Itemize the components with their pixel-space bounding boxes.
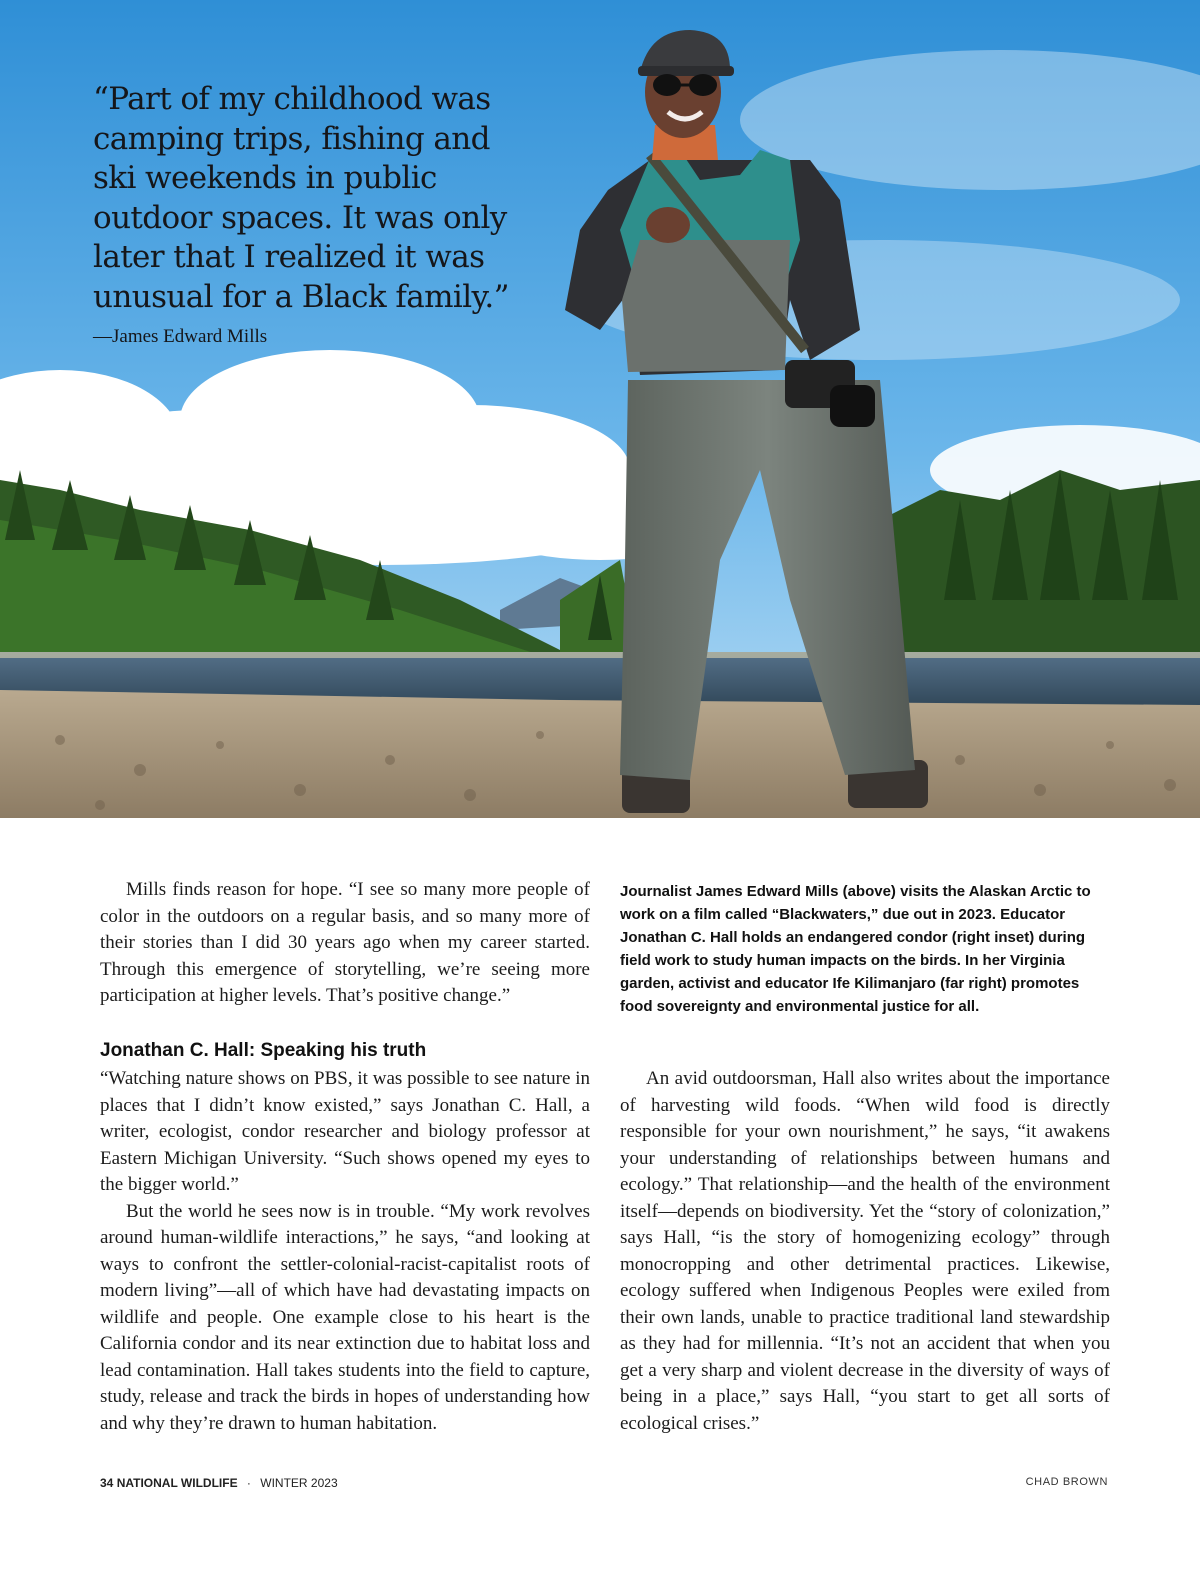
body-column-left [100, 1040, 590, 1437]
body-paragraph: “Watching nature shows on PBS, it was possible to see nature in places that I didn’t know existed,” says Jonathan C. Hall, a writer, ecologist, condor researcher and biology professor at Eastern Michigan University. “Such shows opened my eyes to the bigger world.” [100, 1068, 590, 1195]
magazine-name: NATIONAL WILDLIFE [116, 1476, 238, 1490]
body-column-right [620, 1066, 1110, 1437]
body-paragraph: Mills finds reason for hope. “I see so many more people of color in the outdoors on a regular basis, and so many more of their stories than I did 30 years ago when my career started. Through this emergence of storytelling, we’re seeing more participation at higher levels. That’s positive change.” [100, 879, 590, 1006]
section-heading: Jonathan C. Hall: Speaking his truth [100, 1040, 427, 1061]
issue-date: WINTER 2023 [260, 1476, 338, 1490]
photo-caption: Journalist James Edward Mills (above) visits the Alaskan Arctic to work on a film called “Blackwaters,” due out in 2023. Educator Jonathan C. Hall holds an endangered condor (right inset) during field work to study human impacts on the birds. In her Virginia garden, activist and educator Ife Kilimanjaro (far right) promotes food sovereignty and environmental justice for all. [620, 883, 1091, 1015]
page-number: 34 [100, 1476, 114, 1490]
body-paragraph: But the world he sees now is in trouble. “My work revolves around human-wildlife interactions,” he says, “and looking at ways to confront the settler-colonial-racist-capitalist roots of modern living”—all of which have had devastating impacts on wildlife and people. One example close to his heart is the California condor and its near extinction due to habitat loss and lead contamination. Hall takes students into the field to capture, study, release and track the birds in hopes of understanding how and why they’re drawn to human habitation. [100, 1200, 590, 1434]
body-column-left-intro [100, 877, 590, 1010]
photo-credit: CHAD BROWN [1025, 1476, 1108, 1488]
footer-separator: · [246, 1476, 251, 1490]
body-paragraph: An avid outdoorsman, Hall also writes about the importance of harvesting wild foods. “When wild food is directly responsible for your own nourishment,” he says, “it awakens your understanding of relationships between humans and ecology.” That relationship—and the health of the environment itself—depends on biodiversity. Yet the “story of colonization,” says Hall, “is the story of homogenizing ecology” through monocropping and other detrimental practices. Likewise, ecology suffered when Indigenous Peoples were exiled from their own lands, unable to practice traditional land stewardship as they had for millennia. “It’s not an accident that when you get a very sharp and violent decrease in the diversity of ways of being in a place,” says Hall, “you start to get all sorts of ecological crises.” [620, 1068, 1110, 1434]
pull-quote-attribution: —James Edward Mills [93, 326, 268, 347]
page-footer [100, 1476, 338, 1490]
pull-quote: “Part of my childhood was camping trips, fishing and ski weekends in public outdoor spaces. It was only later that I realized it was unusual for a Black family.” [93, 81, 509, 315]
